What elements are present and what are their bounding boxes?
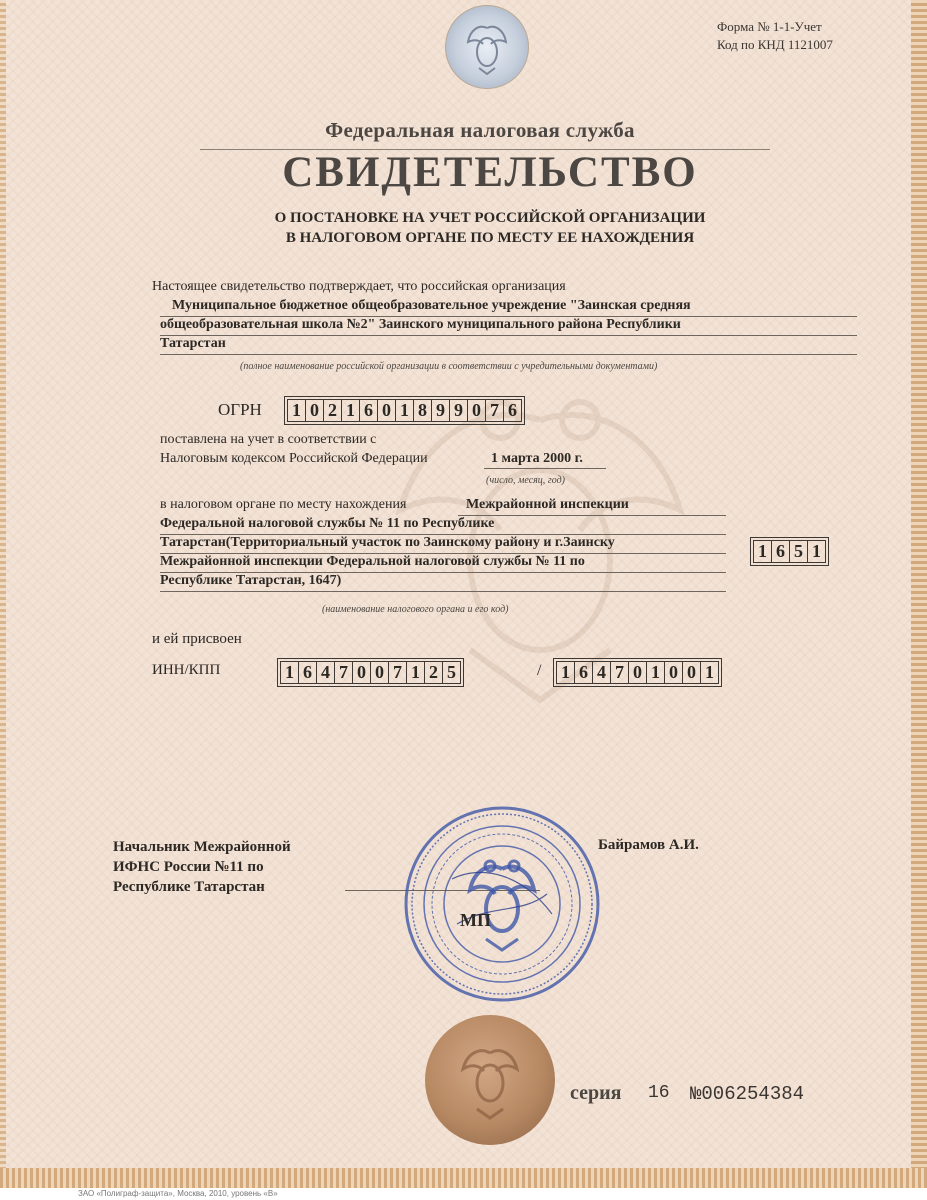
tax-authority-name-line-2: Федеральной налоговой службы № 11 по Республике [160,516,495,531]
inn-kpp-label: ИНН/КПП [152,662,221,678]
tax-authority-code [750,537,829,566]
signatory-position [113,837,291,897]
ogrn-digit: 6 [504,399,522,422]
registration-line-1: поставлена на учет в соответствии с [160,432,377,447]
certificate-title: СВИДЕТЕЛЬСТВО [282,149,698,196]
ogrn-label: ОГРН [218,400,262,419]
tax-authority-code-digit: 1 [808,540,826,563]
tax-authority-code-digit: 1 [753,540,772,563]
inn-digit: 1 [407,661,425,684]
subtitle-line-1: О ПОСТАНОВКЕ НА УЧЕТ РОССИЙСКОЙ ОРГАНИЗАЦИИ [274,210,706,226]
inn-digit: 1 [280,661,299,684]
form-number [717,18,833,54]
signatory-position-line-1: Начальник Межрайонной [113,839,291,855]
gold-emblem-icon [425,1015,555,1145]
kpp-digit: 0 [683,661,701,684]
certificate-subtitle [200,208,780,248]
signatory-position-line-2: ИФНС России №11 по [113,859,264,875]
organization-name-line-2: общеобразовательная школа №2" Заинского муниципального района Республики [160,317,681,332]
signatory-name: Байрамов А.И. [598,837,699,853]
official-seal-icon [402,804,602,1004]
ogrn-digit: 8 [414,399,432,422]
ogrn-digit: 7 [486,399,504,422]
ogrn-digit: 9 [432,399,450,422]
kpp-digit: 1 [556,661,575,684]
inn-kpp-separator: / [537,662,542,679]
kpp-digit: 1 [701,661,719,684]
kpp-digit: 6 [575,661,593,684]
subtitle-line-2: В НАЛОГОВОМ ОРГАНЕ ПО МЕСТУ ЕЕ НАХОЖДЕНИЯ [285,230,695,246]
form-number-text: Форма № 1-1-Учет [717,19,822,34]
kpp-digit: 4 [593,661,611,684]
organization-name-line-3: Татарстан [160,336,226,351]
inn-digit: 6 [299,661,317,684]
registration-date-caption: (число, месяц, год) [486,475,565,486]
ogrn-digit: 1 [396,399,414,422]
ogrn-digit: 1 [287,399,306,422]
kpp-digit: 1 [647,661,665,684]
tax-authority-intro: в налоговом органе по месту нахождения [160,497,407,512]
inn-digit: 0 [371,661,389,684]
inn-digit: 7 [389,661,407,684]
inn-value [277,658,464,687]
inn-digit: 4 [317,661,335,684]
organization-name-rule-3 [160,354,857,355]
tax-authority-name-line-4: Межрайонной инспекции Федеральной налоговой службы № 11 по [160,554,585,569]
series-label: серия [570,1082,622,1104]
kpp-digit: 0 [629,661,647,684]
tax-authority-name-line-1: Межрайонной инспекции [466,497,629,512]
kpp-value [553,658,722,687]
registration-date: 1 марта 2000 г. [491,451,583,466]
ogrn-digit: 0 [468,399,486,422]
ogrn-digit: 1 [342,399,360,422]
organization-name-rule-2 [160,335,857,336]
tax-authority-rule-1 [458,515,726,516]
tax-authority-name-line-3: Татарстан(Территориальный участок по Заинскому району и г.Заинску [160,535,615,550]
ornament-border-right [911,0,927,1188]
seal-mp-label: МП [460,910,491,930]
tax-authority-rule-5 [160,591,726,592]
inn-digit: 0 [353,661,371,684]
ornament-border-bottom [0,1168,927,1188]
inn-digit: 5 [443,661,461,684]
tax-authority-code-digit: 6 [772,540,790,563]
ornament-border-left [0,0,6,1188]
registration-line-2: Налоговым кодексом Российской Федерации [160,451,428,466]
ogrn-digit: 9 [450,399,468,422]
certificate-number: №006254384 [690,1083,805,1105]
tax-authority-code-digit: 5 [790,540,808,563]
ogrn-digit: 0 [306,399,324,422]
knd-code: Код по КНД 1121007 [717,37,833,52]
ogrn-digit: 2 [324,399,342,422]
ogrn-digit: 6 [360,399,378,422]
ogrn-value [284,396,525,425]
tax-authority-caption: (наименование налогового органа и его код) [322,604,509,615]
signatory-position-line-3: Республике Татарстан [113,879,265,895]
kpp-digit: 7 [611,661,629,684]
series-value: 16 [648,1083,670,1103]
registration-date-rule [484,468,606,469]
inn-digit: 2 [425,661,443,684]
tax-authority-name-line-5: Республике Татарстан, 1647) [160,573,342,588]
organization-intro: Настоящее свидетельство подтверждает, что российская организация [152,279,566,294]
organization-name-line-1: Муниципальное бюджетное общеобразовательное учреждение "Заинская средняя [172,298,691,313]
agency-name: Федеральная налоговая служба [325,118,635,142]
inn-digit: 7 [335,661,353,684]
organization-caption: (полное наименование российской организации в соответствии с учредительными документами) [240,361,658,372]
printer-imprint: ЗАО «Полиграф-защита», Москва, 2010, уровень «В» [78,1189,278,1198]
kpp-digit: 0 [665,661,683,684]
ogrn-digit: 0 [378,399,396,422]
hologram-emblem-icon [445,5,529,89]
assigned-label: и ей присвоен [152,631,242,647]
